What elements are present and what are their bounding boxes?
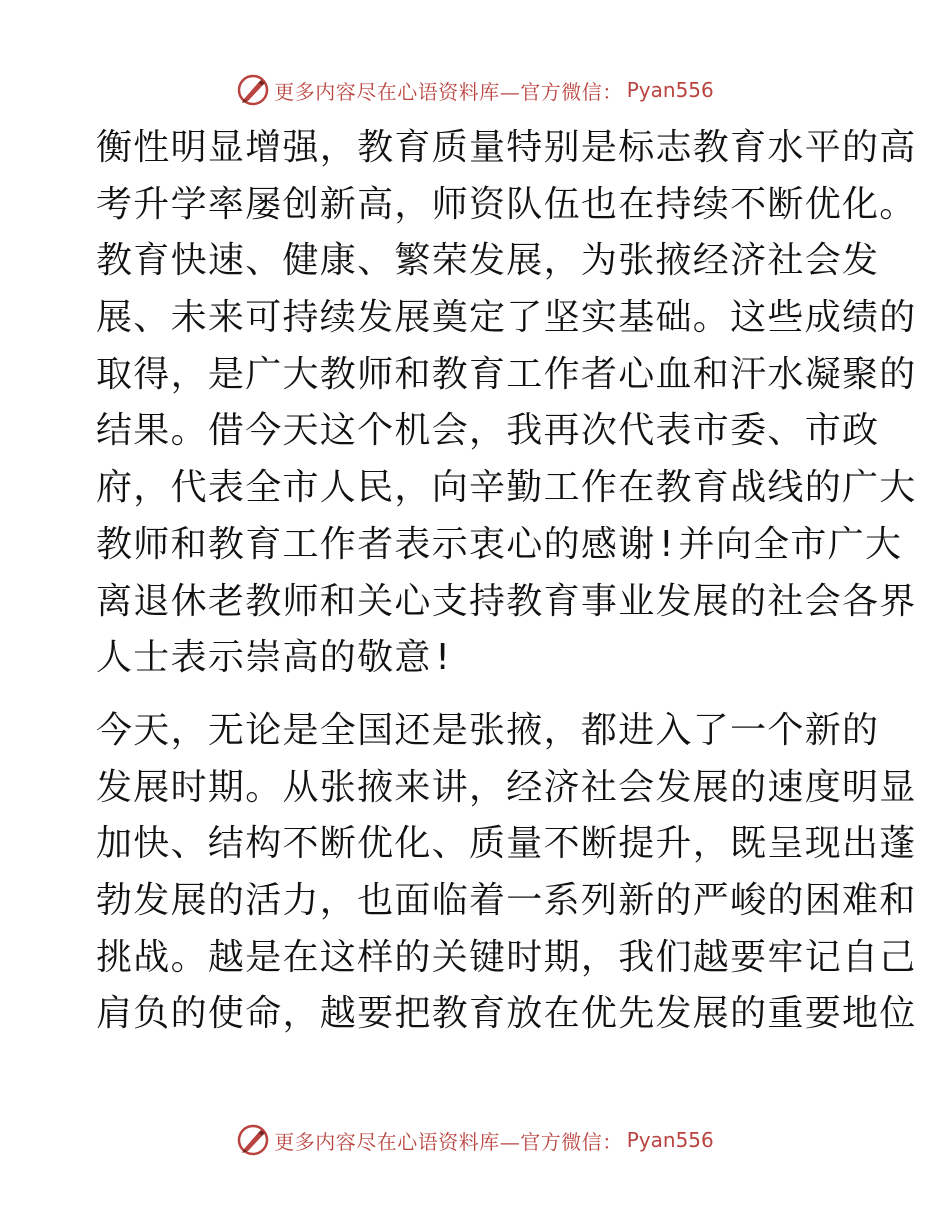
- text-line: 加快、结构不断优化、质量不断提升，既呈现出蓬: [96, 823, 917, 865]
- paragraph-spacer: [96, 687, 856, 703]
- text-line: 府，代表全市人民，向辛勤工作在教育战线的广大: [96, 467, 917, 509]
- paragraph: [96, 703, 917, 1043]
- header-banner: [0, 70, 950, 110]
- paragraph: [96, 120, 917, 687]
- text-line: 取得，是广大教师和教育工作者心血和汗水凝聚的: [96, 353, 917, 395]
- text-line: 发展时期。从张掖来讲，经济社会发展的速度明显: [96, 766, 917, 808]
- footer-wechat-id: Pyan556: [626, 1128, 714, 1152]
- text-line: 结果。借今天这个机会，我再次代表市委、市政: [96, 410, 880, 452]
- text-line: 肩负的使命，越要把教育放在优先发展的重要地位: [96, 993, 917, 1035]
- text-line: 考升学率屡创新高，师资队伍也在持续不断优化。: [96, 183, 917, 225]
- text-line: 教师和教育工作者表示衷心的感谢!并向全市广大: [96, 523, 903, 565]
- pen-logo-icon: [236, 1123, 270, 1157]
- footer-banner: [0, 1120, 950, 1160]
- pen-logo-icon: [236, 73, 270, 107]
- text-line: 离退休老教师和关心支持教育事业发展的社会各界: [96, 580, 917, 622]
- document-body: [96, 120, 917, 1043]
- text-line: 挑战。越是在这样的关键时期，我们越要牢记自己: [96, 936, 917, 978]
- header-wechat-id: Pyan556: [626, 78, 714, 102]
- footer-banner-text: 更多内容尽在心语资料库—官方微信：: [274, 1129, 623, 1154]
- text-line: 衡性明显增强，教育质量特别是标志教育水平的高: [96, 127, 917, 168]
- text-line: 今天，无论是全国还是张掖，都进入了一个新的: [96, 709, 880, 751]
- text-line: 人士表示崇高的敬意!: [96, 637, 455, 679]
- text-line: 勃发展的活力，也面临着一系列新的严峻的困难和: [96, 879, 917, 921]
- text-line: 教育快速、健康、繁荣发展，为张掖经济社会发: [96, 240, 880, 282]
- text-line: 展、未来可持续发展奠定了坚实基础。这些成绩的: [96, 297, 917, 339]
- header-banner-text: 更多内容尽在心语资料库—官方微信：: [274, 79, 623, 104]
